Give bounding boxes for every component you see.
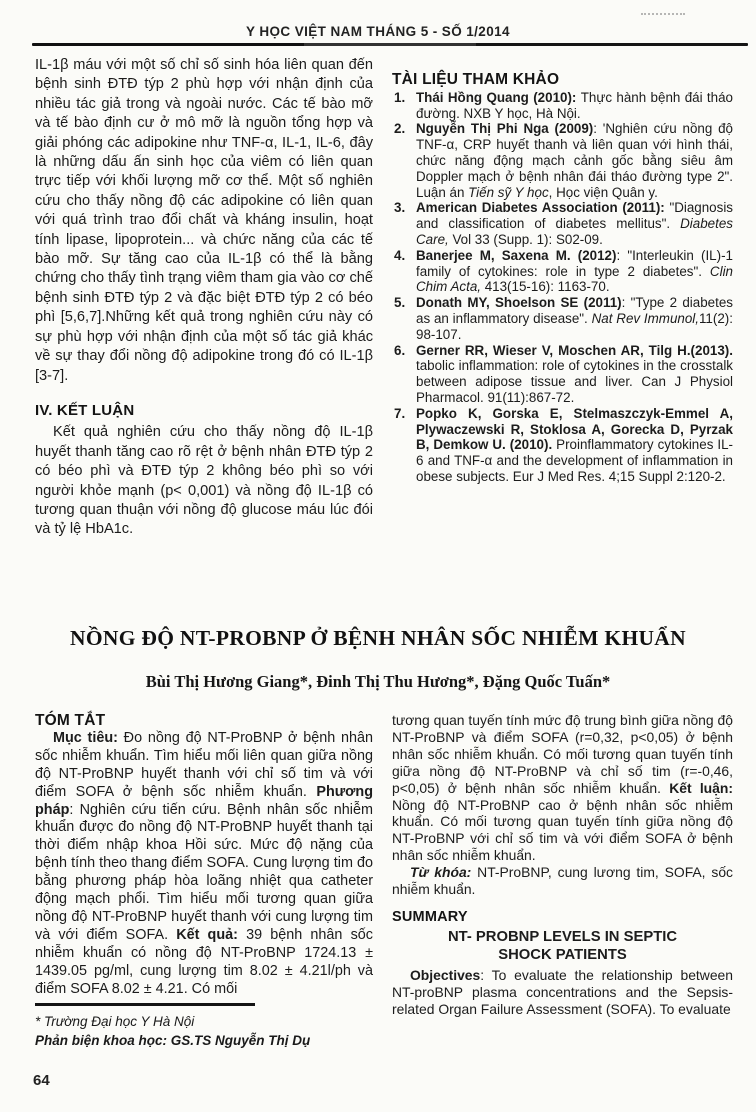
article-title: NỒNG ĐỘ NT-PROBNP Ở BỆNH NHÂN SỐC NHIỄM KHUẨN — [70, 626, 686, 650]
reference-item — [392, 248, 733, 295]
abstract-paragraph: Mục tiêu: Đo nồng độ NT-ProBNP ở bệnh nhân sốc nhiễm khuẩn. Tìm hiểu mối liên quan giữa nồng độ NT-ProBNP huyết thanh với chỉ số tim và với điểm SOFA ở bệnh sốc nhiễm khuẩn. Phương pháp: Nghiên cứu tiến cứu. Bệnh nhân sốc nhiễm khuẩn được đo nồng độ NT-ProBNP huyết thanh tại thời điểm nhập khoa Hồi sức. Mức độ nặng của bệnh tính theo thang điểm SOFA. Cung lượng tim đo bằng phương pháp hòa loãng nhiệt qua catheter động mạch phổi. Tìm hiểu mối tương quan giữa nồng độ NT-ProBNP huyết thanh với cung lượng tim và với điểm SOFA. Kết quả: 39 bệnh nhân sốc nhiễm khuẩn có nồng độ NT-ProBNP 1724.13 ± 1439.05 pg/ml, cung lượng tim 8.02 ± 4.21l/ph và điểm SOFA 8.02 ± 4.21. Có mối — [35, 729, 373, 997]
summary-title-line1: NT- PROBNP LEVELS IN SEPTIC — [447, 928, 678, 945]
summary-title — [392, 928, 733, 964]
previous-article-section — [35, 56, 373, 540]
article-authors: Bùi Thị Hương Giang*, Đinh Thị Thu Hương*, Đặng Quốc Tuấn* — [145, 672, 611, 691]
reference-item — [392, 295, 733, 342]
reference-text: Popko K, Gorska E, Stelmaszczyk-Emmel A, Plywaczewski R, Stoklosa A, Gorecka D, Pyrzak B, Demkow U. (2010). Proinflammatory cytokines IL-6 and TNF-α and the development of inflammation in obese subjects. Eur J Med Res. 4;15 Suppl 2:120-2. — [416, 405, 733, 484]
reference-text: American Diabetes Association (2011): "Diagnosis and classification of diabetes mellitus". Diabetes Care, Vol 33 (Supp. 1): S02-09. — [416, 200, 733, 247]
summary-heading: SUMMARY — [392, 908, 468, 925]
footnote — [35, 1003, 375, 1050]
abstract-section — [35, 712, 373, 999]
reference-number: 3. — [394, 200, 406, 216]
reference-number: 5. — [394, 295, 406, 311]
reference-item — [392, 406, 733, 485]
abstract-continuation: tương quan tuyến tính mức độ trung bình giữa nồng độ NT-ProBNP và điểm SOFA (r=0,32, p<0,05) ở bệnh nhân sốc nhiễm khuẩn. Có mối tương quan tuyến tính giữa nồng độ NT-ProBNP và chỉ số tim (r=-0,46, p<0,05) ở bệnh nhân sốc nhiễm khuẩn. Kết luận: Nồng độ NT-ProBNP cao ở bệnh nhân sốc nhiễm khuẩn. Có mối tương quan tuyến tính giữa nồng độ NT-ProBNP với chỉ số tim và với điểm SOFA ở bệnh nhân sốc nhiễm khuẩn. — [392, 712, 733, 864]
page-number: 64 — [33, 1072, 50, 1089]
page-header — [0, 24, 756, 39]
keywords-line: Từ khóa: NT-ProBNP, cung lương tim, SOFA, sốc nhiễm khuẩn. — [392, 864, 733, 898]
footnote-reviewer: Phản biện khoa học: GS.TS Nguyễn Thị Dụ — [35, 1032, 311, 1048]
journal-title: Y HỌC VIỆT NAM THÁNG 5 - SỐ 1/2014 — [246, 24, 510, 39]
reference-text: Nguyễn Thị Phi Nga (2009): 'Nghiên cứu nồng độ TNF-α, CRP huyết thanh và liên quan với hình thái, chức năng động mạch cảnh gốc bằng siêu âm Doppler mạch ở bệnh nhân đái tháo đường type 2". Luận án Tiến sỹ Y học, Học viện Quân y. — [416, 121, 733, 200]
abstract-continuation-section — [392, 712, 733, 1018]
abstract-heading: TÓM TẮT — [35, 712, 106, 729]
conclusion-heading: IV. KẾT LUẬN — [35, 401, 135, 419]
footnote-rule — [35, 1003, 255, 1006]
reference-number: 2. — [394, 121, 406, 137]
objectives-paragraph: Objectives: To evaluate the relationship between NT-proBNP plasma concentrations and the Sepsis-related Organ Failure Assessment (SOFA). To evaluate — [392, 966, 733, 1017]
reference-number: 1. — [394, 89, 406, 105]
scan-artifact — [641, 13, 685, 20]
reference-text: Donath MY, Shoelson SE (2011): "Type 2 diabetes as an inflammatory disease". Nat Rev Immunol,11(2): 98-107. — [416, 295, 733, 342]
reference-text: Gerner RR, Wieser V, Moschen AR, Tilg H.(2013). tabolic inflammation: role of cytokines in the crosstalk between adipose tissue and liver. Can J Physiol Pharmacol. 91(11):867-72. — [416, 342, 733, 405]
body-paragraph: IL-1β máu với một số chỉ số sinh hóa liên quan đến bệnh sinh ĐTĐ týp 2 phù hợp với nhận định của nhiều tác giả trong và ngoài nước. Các tế bào mỡ và tế bào định cư ở mô mỡ là nguồn tổng hợp và giải phóng các adipokine như TNF-α, IL-1, IL-6, đây là những dấu ấn sinh học của viêm có liên quan trực tiếp với khối lượng mỡ cơ thể. Một số nghiên cứu cho thấy nồng độ các adipokine có liên quan với quá trình trao đổi chất và kháng insulin, hoạt tính lipase, lipoprotein... và chức năng của các tế bào mỡ. Sự tăng cao của IL-1β có thể là bằng chứng cho thấy tình trạng viêm tham gia vào cơ chế bệnh sinh ĐTĐ týp 2 và đặc biệt ĐTĐ týp 2 có béo phì [5,6,7].Những kết quả trong nghiên cứu này có sự phù hợp với nhận định của một số tác giả khác về sự thay đổi nồng độ adipokine trong đó có IL-1β [3-7]. — [35, 57, 373, 384]
footnote-affiliation: * Trường Đại học Y Hà Nội — [35, 1013, 195, 1029]
reference-number: 6. — [394, 342, 406, 358]
conclusion-paragraph: Kết quả nghiên cứu cho thấy nồng độ IL-1β huyết thanh tăng cao rõ rệt ở bệnh nhân ĐTĐ týp 2 có béo phì và ĐTĐ týp 2 không béo phì so với người khỏe mạnh (p< 0,001) và nồng độ IL-1β có tương quan thuận với nồng độ glucose máu lúc đói và tỷ lệ HbA1c. — [35, 424, 373, 538]
reference-number: 7. — [394, 405, 406, 421]
header-rule — [32, 43, 748, 46]
references-list — [392, 90, 733, 485]
references-section — [392, 72, 733, 485]
summary-title-line2: SHOCK PATIENTS — [498, 946, 627, 963]
reference-item — [392, 343, 733, 406]
reference-item — [392, 90, 733, 122]
references-heading: TÀI LIỆU THAM KHẢO — [392, 71, 560, 88]
reference-text: Banerjee M, Saxena M. (2012): "Interleukin (IL)-1 family of cytokines: role in type 2 diabetes". Clin Chim Acta, 413(15-16): 1163-70. — [416, 247, 733, 295]
reference-text: Thái Hồng Quang (2010): Thực hành bệnh đái tháo đường. NXB Y học, Hà Nội. — [416, 89, 733, 121]
reference-item — [392, 121, 733, 200]
reference-number: 4. — [394, 247, 406, 263]
reference-item — [392, 200, 733, 247]
